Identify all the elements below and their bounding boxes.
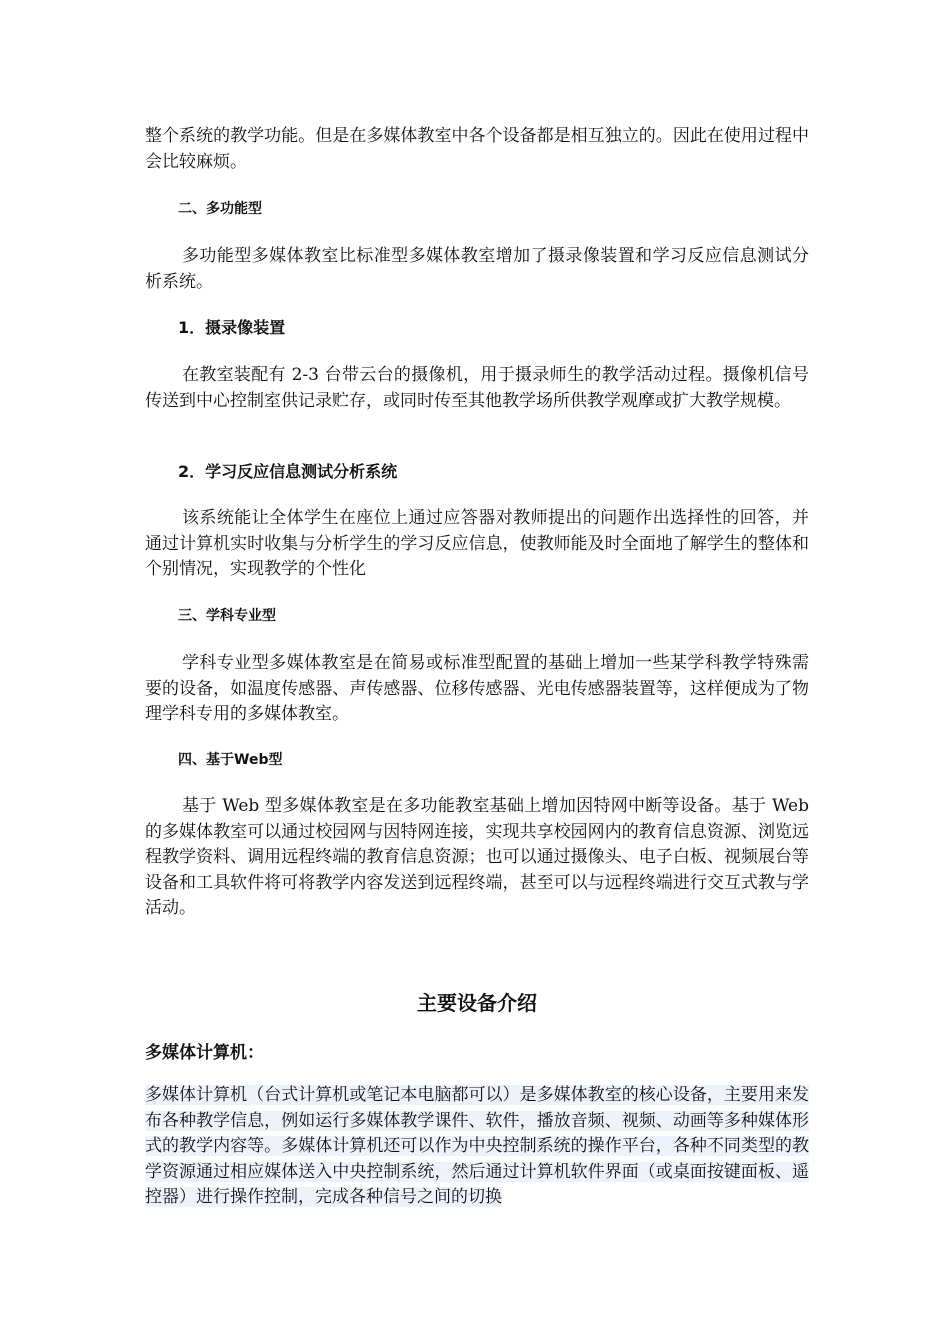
paragraph-computer-text: 多媒体计算机（台式计算机或笔记本电脑都可以）是多媒体教室的核心设备，主要用来发布各种教学信息，例如运行多媒体教学课件、软件，播放音频、视频、动画等多种媒体形式的教学内容等。多媒体计算机还可以作为中央控制系统的操作平台，各种不同类型的教学资源通过相应媒体送入中央控制系统，然后通过计算机软件界面（或桌面按键面板、遥控器）进行操作控制，完成各种信号之间的切换 [145, 1085, 809, 1207]
paragraph-response-system: 该系统能让全体学生在座位上通过应答器对教师提出的问题作出选择性的回答，并通过计算机实时收集与分析学生的学习反应信息，使教师能及时全面地了解学生的整体和个别情况，实现教学的个性化 [145, 508, 809, 579]
paragraph-subject: 学科专业型多媒体教室是在简易或标准型配置的基础上增加一些某学科教学特殊需要的设备，如温度传感器、声传感器、位移传感器、光电传感器装置等，这样便成为了物理学科专用的多媒体教室。 [145, 653, 809, 724]
heading-camera: 1．摄录像装置 [178, 318, 286, 337]
heading-multifunction: 二、多功能型 [178, 201, 262, 217]
paragraph-multifunction: 多功能型多媒体教室比标准型多媒体教室增加了摄录像装置和学习反应信息测试分析系统。 [145, 246, 809, 292]
paragraph-intro: 整个系统的教学功能。但是在多媒体教室中各个设备都是相互独立的。因此在使用过程中会比较麻烦。 [145, 126, 809, 172]
heading-response-system: 2．学习反应信息测试分析系统 [178, 462, 398, 481]
paragraph-camera: 在教室装配有 2-3 台带云台的摄像机，用于摄录师生的教学活动过程。摄像机信号传送到中心控制室供记录贮存，或同时传至其他教学场所供教学观摩或扩大教学规模。 [145, 365, 809, 411]
paragraph-web: 基于 Web 型多媒体教室是在多功能教室基础上增加因特网中断等设备。基于 Web 的多媒体教室可以通过校园网与因特网连接，实现共享校园网内的教育信息资源、浏览远程教学资料、调用远程终端的教育信息资源；也可以通过摄像头、电子白板、视频展台等设备和工具软件将可将教学内容发送到远程终端，甚至可以与远程终端进行交互式教与学活动。 [145, 796, 809, 918]
paragraph-computer [145, 1083, 809, 1211]
subheading-computer: 多媒体计算机： [145, 1043, 264, 1063]
heading-web: 四、基于Web型 [178, 752, 283, 768]
heading-subject: 三、学科专业型 [178, 608, 276, 624]
section-title: 主要设备介绍 [417, 991, 537, 1015]
